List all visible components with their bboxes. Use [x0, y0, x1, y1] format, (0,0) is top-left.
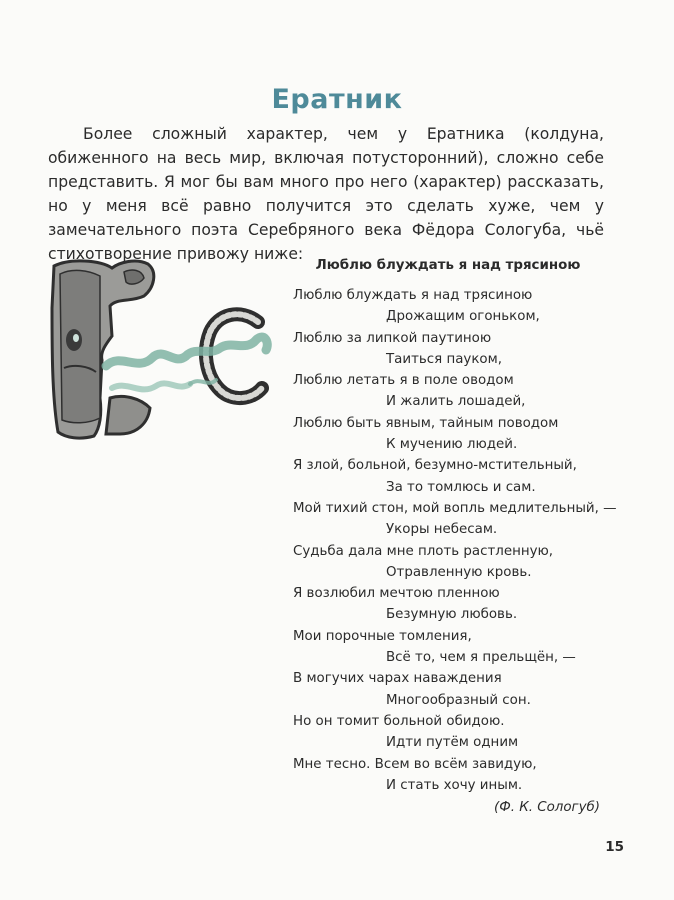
poem-line: Мой тихий стон, мой вопль медлительный, — — [293, 500, 617, 516]
poem-line: Мои порочные томления, — [293, 628, 472, 644]
erathnik-letter-art — [40, 248, 278, 448]
poem-text — [293, 285, 617, 796]
drop-cap-illustration — [40, 248, 278, 448]
poem-line: Идти путём одним — [386, 735, 519, 751]
poem-line: Люблю летать я в поле оводом — [293, 373, 514, 389]
poem-title: Люблю блуждать я над трясиною — [315, 258, 581, 273]
page-number: 15 — [605, 839, 624, 855]
poem-line: Дрожащим огоньком, — [386, 309, 540, 325]
poem-line: Всё то, чем я прельщён, — — [386, 650, 576, 666]
poem-line: Укоры небесам. — [386, 522, 498, 538]
poem-line: За то томлюсь и сам. — [386, 479, 536, 495]
poem-line: Мне тесно. Всем во всём завидую, — [293, 756, 537, 772]
poem-line: Люблю блуждать я над трясиною — [293, 288, 533, 303]
page-title: Ератник — [271, 84, 403, 115]
poem-line: И стать хочу иным. — [386, 777, 523, 793]
poem-line: Люблю быть явным, тайным поводом — [293, 415, 559, 431]
poem-line: К мучению людей. — [386, 437, 518, 453]
intro-paragraph: Более сложный характер, чем у Ератника (колдуна, обиженного на весь мир, включая потусторонний), сложно себе представить. Я мог бы вам много про него (характер) рассказать, но у меня всё равно получится это сделать хуже, чем у замечательного поэта Серебряного века Фёдора Сологуба, чьё стихотворение привожу ниже: — [48, 125, 604, 263]
poem-line: Отравленную кровь. — [386, 564, 532, 580]
poem-line: Люблю за липкой паутиною — [293, 330, 492, 346]
poem-line: Таиться пауком, — [386, 351, 502, 367]
poem-line: В могучих чарах наваждения — [293, 671, 502, 687]
poem-line: И жалить лошадей, — [386, 394, 526, 410]
poem-line: Безумную любовь. — [386, 607, 518, 623]
poem-line: Я возлюбил мечтою пленною — [293, 586, 500, 602]
poem-line: Судьба дала мне плоть растленную, — [293, 543, 554, 559]
poem-line: Я злой, больной, безумно-мстительный, — [293, 458, 577, 474]
poem-author: (Ф. К. Сологуб) — [493, 800, 600, 815]
poem-line: Многообразный сон. — [386, 692, 531, 708]
poem-line: Но он томит больной обидою. — [293, 713, 505, 729]
